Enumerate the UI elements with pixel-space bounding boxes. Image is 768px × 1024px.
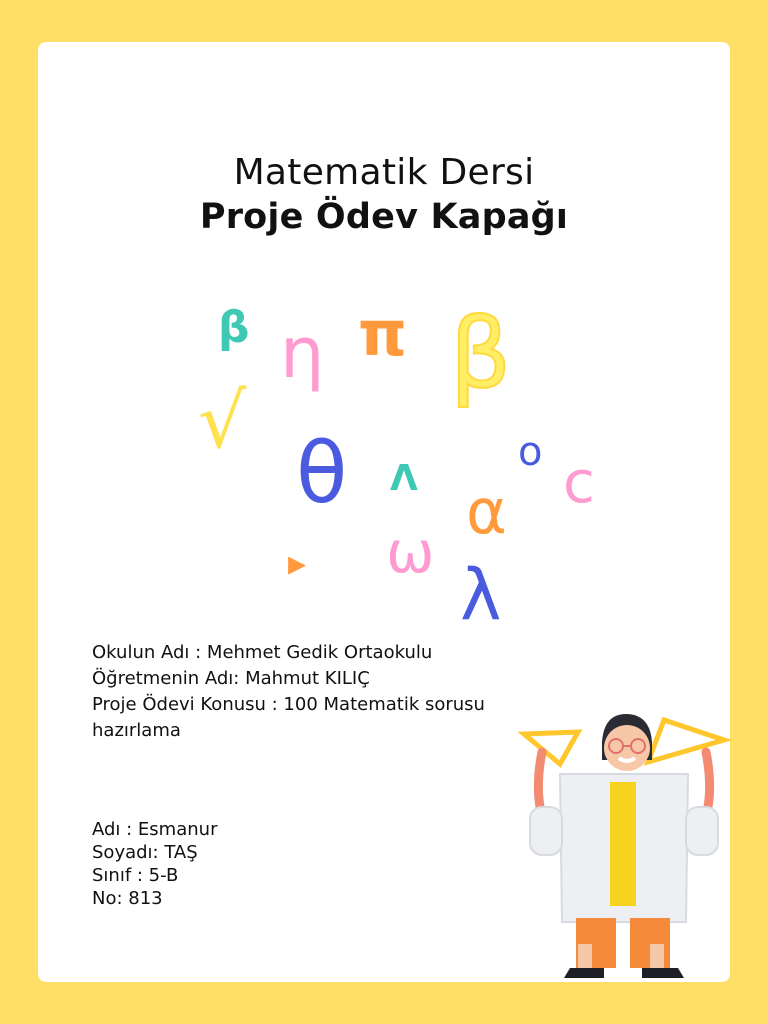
project-topic: Proje Ödevi Konusu : 100 Matematik sorusu hazırlama bbox=[92, 694, 485, 741]
title-line-2: Proje Ödev Kapağı bbox=[199, 197, 569, 237]
greek-symbols-illustration bbox=[188, 297, 595, 636]
project-info bbox=[92, 640, 552, 744]
symbol-beta-small: β bbox=[218, 302, 250, 353]
cover-card bbox=[38, 42, 730, 982]
student-number: No: 813 bbox=[92, 888, 163, 909]
student-info bbox=[92, 818, 217, 910]
scientist-illustration bbox=[518, 712, 730, 982]
symbol-alpha: α bbox=[466, 475, 507, 548]
symbol-lambda-capital: Λ bbox=[390, 458, 418, 499]
symbol-eta: η bbox=[280, 312, 325, 394]
symbol-beta-large: β bbox=[450, 298, 512, 410]
student-class: Sınıf : 5-B bbox=[92, 865, 179, 886]
student-surname: Soyadı: TAŞ bbox=[92, 842, 198, 863]
symbol-theta: θ bbox=[296, 424, 348, 522]
student-name: Adı : Esmanur bbox=[92, 819, 218, 840]
school-name: Okulun Adı : Mehmet Gedik Ortaokulu bbox=[92, 642, 433, 663]
symbol-pi: π bbox=[358, 297, 408, 370]
symbol-sqrt: √ bbox=[198, 376, 247, 465]
teacher-name: Öğretmenin Adı: Mahmut KILIÇ bbox=[92, 668, 370, 689]
symbol-arrow: ▸ bbox=[288, 543, 307, 584]
symbol-o: o bbox=[518, 429, 543, 475]
title-line-1: Matematik Dersi bbox=[233, 152, 535, 193]
symbol-lambda: λ bbox=[460, 554, 502, 636]
symbol-omega: ω bbox=[386, 518, 435, 586]
symbol-c: c bbox=[563, 448, 595, 516]
